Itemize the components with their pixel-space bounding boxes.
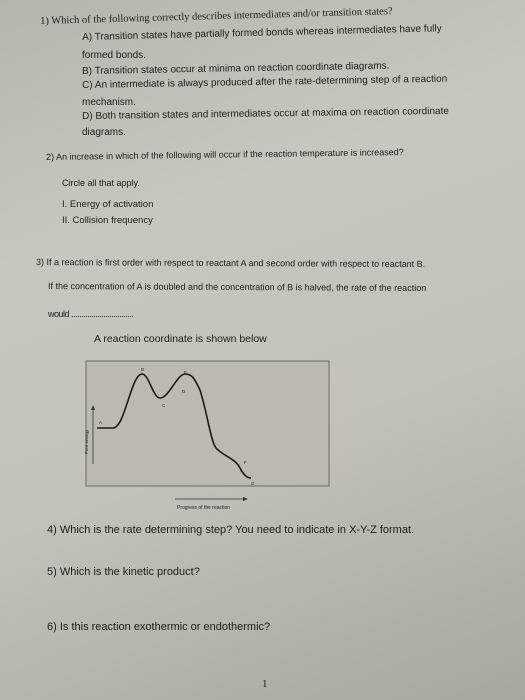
option-1a-line1: A) Transition states have partially formed bonds whereas intermediates have fully — [82, 23, 442, 43]
reaction-coordinate-diagram — [85, 360, 330, 515]
option-1c-line2: mechanism. — [82, 97, 136, 108]
question-1-stem: 1) Which of the following correctly describes intermediates and/or transition states? — [40, 6, 393, 27]
point-label-a: A — [99, 420, 103, 425]
question-2-instruction: Circle all that apply. — [62, 178, 140, 188]
point-label-c: C — [162, 403, 166, 408]
option-1d-line2: diagrams. — [82, 127, 126, 138]
diagram-title: A reaction coordinate is shown below — [94, 333, 267, 345]
question-5: 5) Which is the kinetic product? — [47, 566, 200, 578]
page-number: 1 — [262, 678, 268, 690]
question-3-line2: If the concentration of A is doubled and the concentration of B is halved, the rate of the reaction — [47, 281, 427, 293]
x-axis-label: Progress of the reaction — [177, 505, 231, 511]
option-1c-line1: C) An intermediate is always produced after the rate-determining step of a reaction — [82, 73, 448, 91]
option-1d-line1: D) Both transition states and intermediates occur at maxima on reaction coordinate — [82, 105, 449, 122]
question-4: 4) Which is the rate determining step? You need to indicate in X-Y-Z format. — [47, 524, 415, 536]
point-label-f: F — [244, 460, 247, 465]
point-label-g: G — [251, 481, 255, 486]
question-2-item-1: I. Energy of activation — [62, 199, 154, 210]
question-3-answer-blank: would ............................... — [48, 309, 134, 319]
point-label-e: E — [184, 370, 188, 375]
diagram-frame — [86, 361, 329, 486]
point-label-d: D — [182, 389, 186, 394]
y-axis-label: Free energy — [84, 429, 89, 454]
point-label-b: B — [141, 367, 145, 372]
question-6: 6) Is this reaction exothermic or endothermic? — [47, 621, 271, 633]
question-3-stem: 3) If a reaction is first order with respect to reactant A and second order with respect to reactant B. — [35, 257, 426, 270]
question-2-stem: 2) An increase in which of the following will occur if the reaction temperature is increased? — [46, 147, 404, 162]
option-1b: B) Transition states occur at minima on reaction coordinate diagrams. — [82, 60, 390, 77]
option-1a-line2: formed bonds. — [82, 50, 146, 61]
question-2-item-2: II. Collision frequency — [62, 215, 153, 226]
x-axis-arrowhead — [243, 497, 248, 501]
